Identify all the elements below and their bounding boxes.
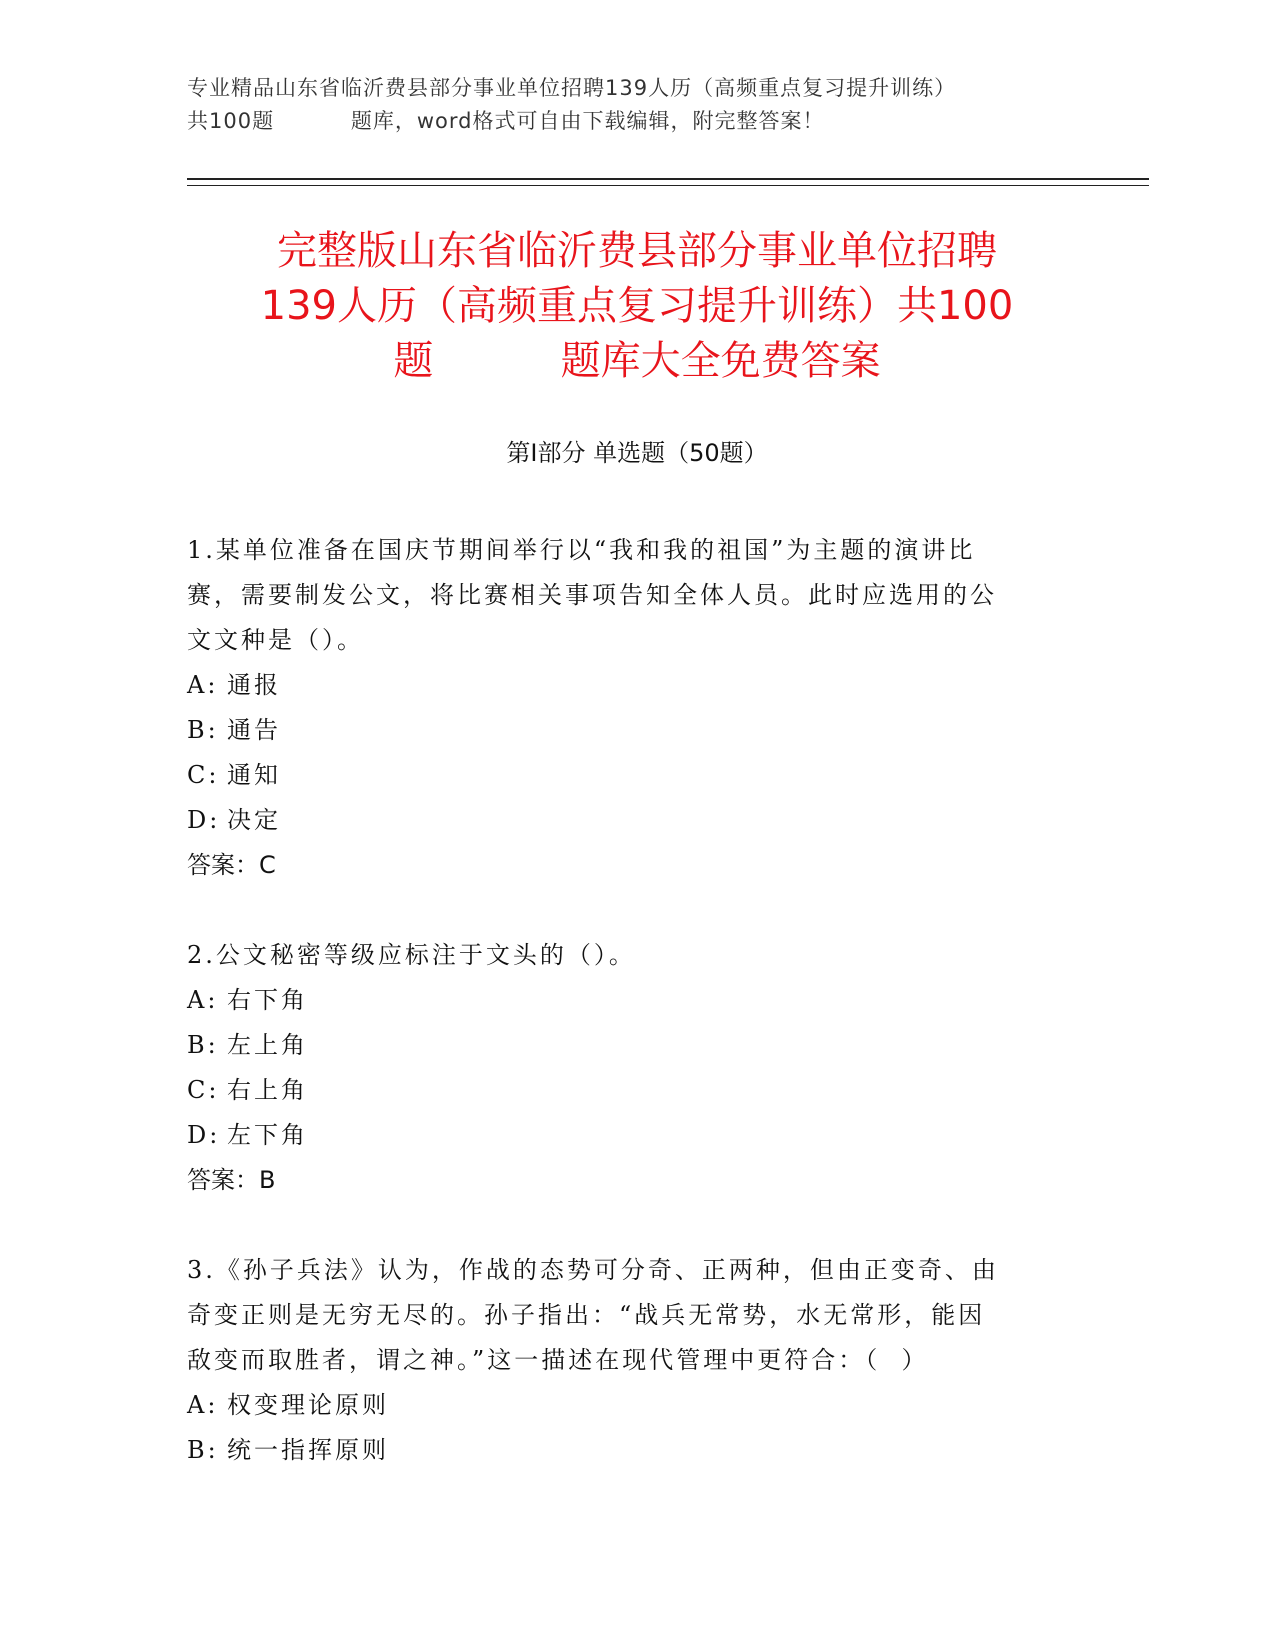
question-list bbox=[187, 528, 1067, 1473]
option-letter: A: bbox=[187, 1391, 219, 1419]
option-letter: D: bbox=[187, 1121, 221, 1149]
title-line-3: 题 题库大全免费答案 bbox=[393, 338, 881, 384]
option-letter: B: bbox=[187, 716, 219, 744]
question-stem bbox=[187, 933, 1067, 978]
option-c bbox=[187, 753, 1067, 798]
option-letter: C: bbox=[187, 1076, 220, 1104]
option-b bbox=[187, 1023, 1067, 1068]
stem-line: 1.某单位准备在国庆节期间举行以“我和我的祖国”为主题的演讲比 bbox=[187, 536, 976, 564]
question-gap bbox=[187, 888, 1067, 933]
question-2 bbox=[187, 933, 1067, 1203]
option-text: 统一指挥原则 bbox=[227, 1436, 389, 1464]
option-a bbox=[187, 978, 1067, 1023]
option-text: 左上角 bbox=[227, 1031, 308, 1059]
option-d bbox=[187, 798, 1067, 843]
stem-line: 赛，需要制发公文，将比赛相关事项告知全体人员。此时应选用的公 bbox=[187, 581, 997, 609]
title-line-2: 139人历（高频重点复习提升训练）共100 bbox=[260, 283, 1014, 329]
option-letter: A: bbox=[187, 671, 219, 699]
option-letter: C: bbox=[187, 761, 220, 789]
option-d bbox=[187, 1113, 1067, 1158]
option-text: 通告 bbox=[227, 716, 281, 744]
question-1 bbox=[187, 528, 1067, 888]
stem-line: 3.《孙子兵法》认为，作战的态势可分奇、正两种，但由正变奇、由 bbox=[187, 1256, 999, 1284]
question-gap bbox=[187, 1203, 1067, 1248]
option-b bbox=[187, 1428, 1067, 1473]
header-divider-thick bbox=[187, 178, 1149, 180]
question-stem bbox=[187, 528, 1067, 663]
option-c bbox=[187, 1068, 1067, 1113]
answer: 答案：C bbox=[187, 851, 276, 879]
title-line-1: 完整版山东省临沂费县部分事业单位招聘 bbox=[277, 228, 997, 274]
stem-line: 奇变正则是无穷无尽的。孙子指出：“战兵无常势，水无常形，能因 bbox=[187, 1301, 986, 1329]
header-note-line-1: 专业精品山东省临沂费县部分事业单位招聘139人历（高频重点复习提升训练） bbox=[187, 76, 957, 100]
option-text: 通报 bbox=[227, 671, 281, 699]
stem-line: 文文种是（）。 bbox=[187, 626, 364, 654]
answer: 答案：B bbox=[187, 1166, 276, 1194]
option-a bbox=[187, 663, 1067, 708]
option-a bbox=[187, 1383, 1067, 1428]
option-letter: A: bbox=[187, 986, 219, 1014]
header-note bbox=[187, 72, 1087, 138]
section-heading: 第Ⅰ部分 单选题（50题） bbox=[506, 439, 768, 467]
document-title bbox=[187, 224, 1087, 389]
option-text: 右下角 bbox=[227, 986, 308, 1014]
option-letter: B: bbox=[187, 1031, 219, 1059]
option-text: 通知 bbox=[227, 761, 281, 789]
option-text: 左下角 bbox=[227, 1121, 308, 1149]
option-text: 决定 bbox=[227, 806, 281, 834]
option-letter: B: bbox=[187, 1436, 219, 1464]
header-note-line-2: 共100题 题库，word格式可自由下载编辑，附完整答案！ bbox=[187, 109, 825, 133]
question-3 bbox=[187, 1248, 1067, 1473]
option-b bbox=[187, 708, 1067, 753]
option-text: 右上角 bbox=[227, 1076, 308, 1104]
option-letter: D: bbox=[187, 806, 221, 834]
stem-line: 敌变而取胜者，谓之神。”这一描述在现代管理中更符合：（ ） bbox=[187, 1346, 929, 1374]
header-divider-thin bbox=[187, 185, 1149, 186]
option-text: 权变理论原则 bbox=[227, 1391, 389, 1419]
stem-line: 2.公文秘密等级应标注于文头的（）。 bbox=[187, 941, 636, 969]
question-stem bbox=[187, 1248, 1067, 1383]
